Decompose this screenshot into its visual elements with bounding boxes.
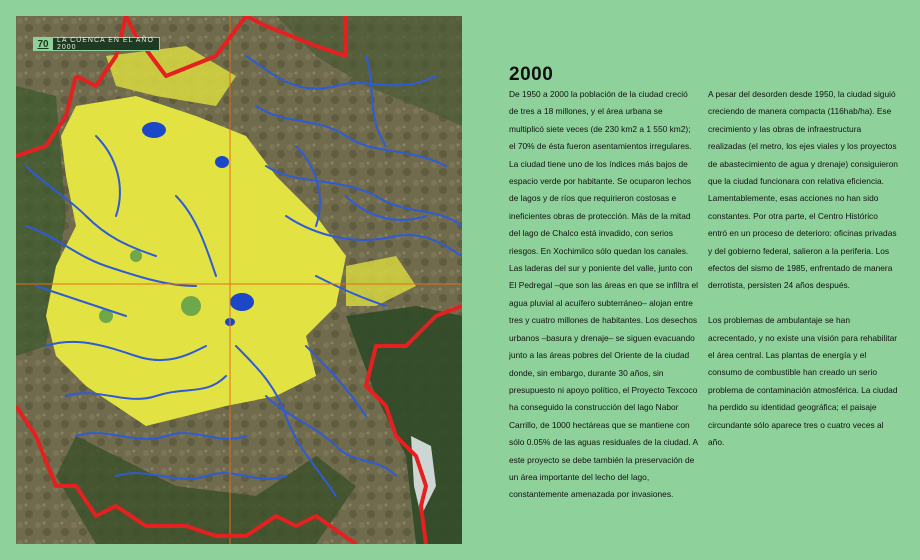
lake-texcoco-north (215, 156, 229, 168)
paragraph: De 1950 a 2000 la población de la ciudad creció de tres a 18 millones, y el área urbana se multiplicó siete veces (de 230 km2 a 1 550 km2); el 70% de ésta fueron asentamientos irregulares. La ciudad tiene uno de los índices más bajos de espacio verde por habitante. Se ocuparon lechos de lagos y de ríos que requirieron costosas e ineficientes obras de protección. Más de la mitad del lago de Chalco está invadido, con serios riesgos. En Xochimilco sólo quedan los canales. Las laderas del sur y poniente del valle, junto con El Pedregal –que son las áreas en que se infiltra el agua pluvial al acuífero subterráneo– alojan entre tres y cuatro millones de habitantes. Los desechos urbanos –basura y drenaje– se siguen evacuando junto a las áreas pobres del Oriente de la ciudad donde, sin embargo, durante 30 años, sin presupuesto ni apoyo político, el Proyecto Texcoco ha conseguido la construcción del lago Nabor Carrillo, de 1000 hectáreas que se mantiene con sólo 0.05% de las aguas residuales de la ciudad. A este proyecto se debe también la preservación de un área importante del lecho del lago, constantemente amenazada por invasiones. (509, 89, 699, 500)
article-heading: 2000 (509, 64, 554, 85)
map-title: LA CUENCA EN EL AÑO 2000 (53, 37, 160, 51)
paragraph: Los problemas de ambulantaje se han acrecentado, y no existe una visión para rehabilitar el área central. Las plantas de energía y el consumo de combustible han creado un serio problema de contaminación atmosférica. La ciudad ha perdido su identidad geográfica; el paisaje circundante sólo aparece tres o cuatro veces al año. (708, 315, 898, 448)
article-column-2 (708, 86, 898, 469)
park (181, 296, 201, 316)
lake-nabor-carrillo (230, 293, 254, 311)
basin-satellite-map (16, 16, 462, 544)
map-graphic (16, 16, 462, 544)
park (130, 250, 142, 262)
map-header (33, 37, 160, 51)
paragraph: A pesar del desorden desde 1950, la ciudad siguió creciendo de manera compacta (116hab/ha). Ese crecimiento y las obras de infraestructura realizadas (el metro, los ejes viales y los proyectos de abastecimiento de agua y drenaje) consiguieron que la ciudad funcionara con relativa eficiencia. Lamentablemente, esas acciones no han sido constantes. Por otra parte, el Centro Histórico entró en un proceso de deterioro: oficinas privadas y del gobierno federal, salieron a la periferia. Los efectos del sismo de 1985, enfrentado de manera derrotista, persisten 24 años después. (708, 89, 898, 291)
lake-north (142, 122, 166, 138)
page-number: 70 (33, 37, 53, 51)
article-column-1 (509, 86, 699, 521)
